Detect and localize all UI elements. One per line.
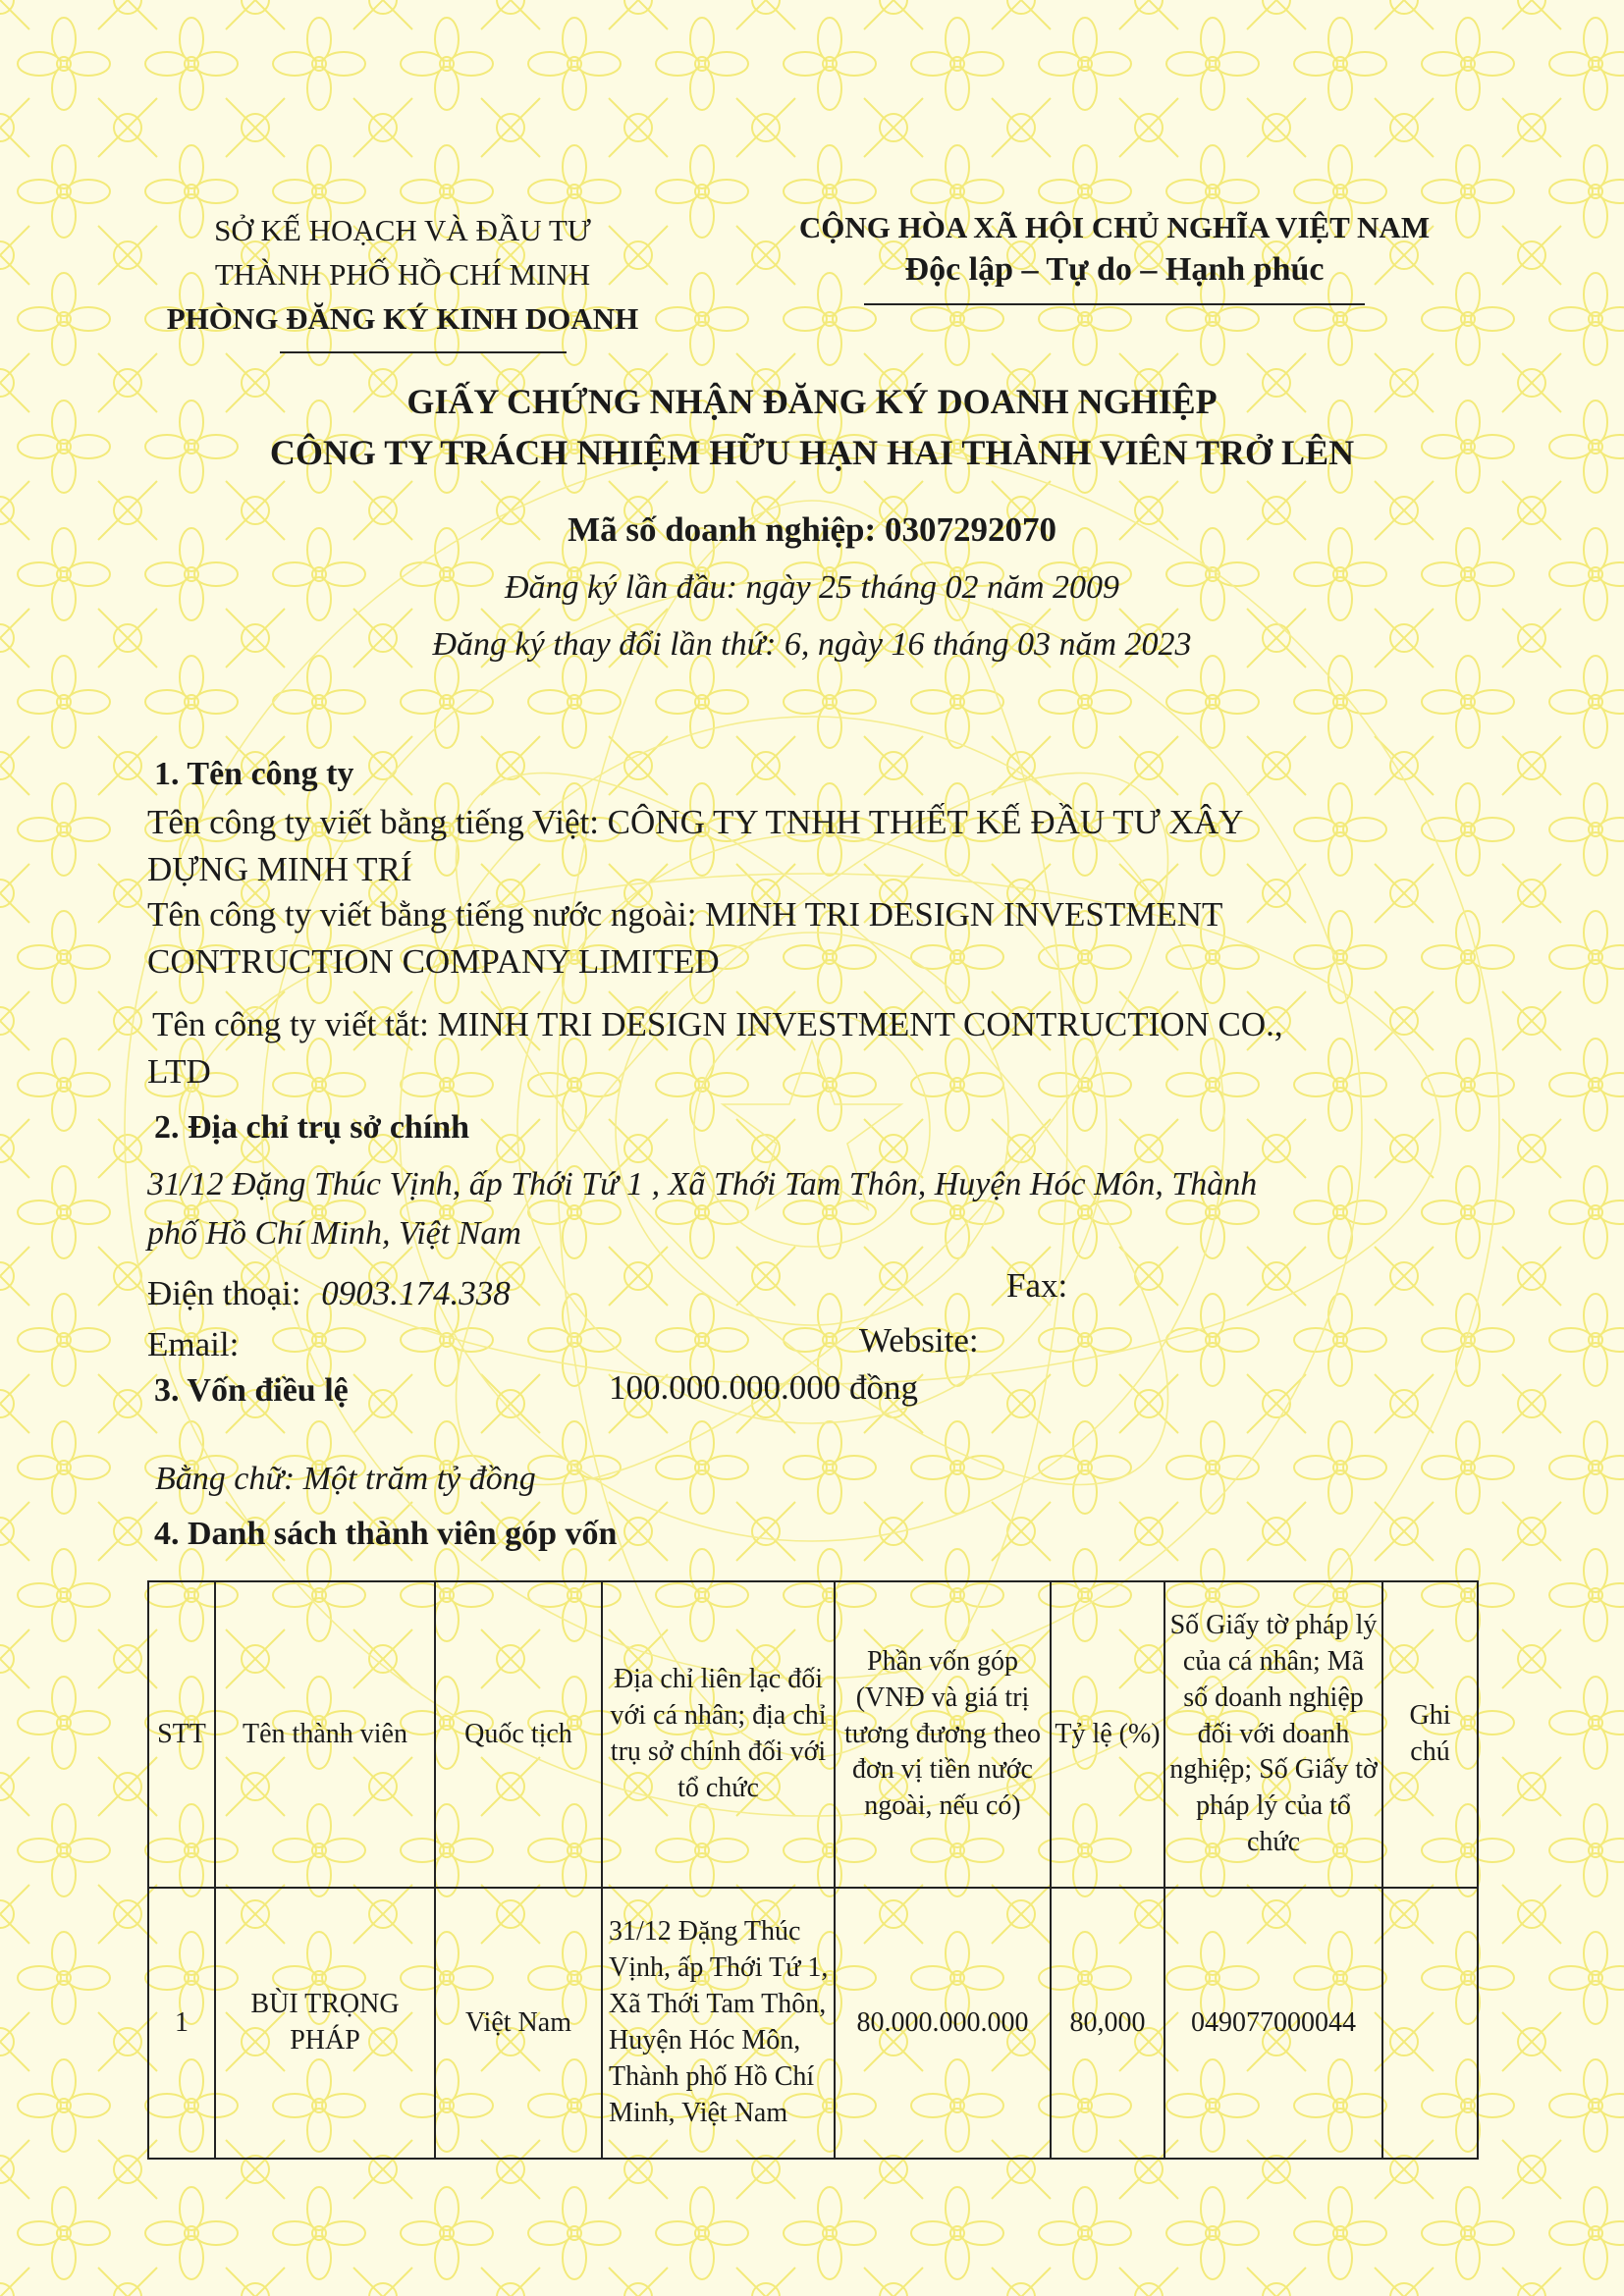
phone-value: 0903.174.338 [321, 1274, 511, 1312]
vietnamese-name-line-1: Tên công ty viết bằng tiếng Việt: CÔNG TY TNHH THIẾT KẾ ĐẦU TƯ XÂY [147, 803, 1244, 841]
col-capital: Phần vốn góp (VNĐ và giá trị tương đương theo đơn vị tiền nước ngoài, nếu có) [835, 1581, 1051, 1888]
short-name-line-1: Tên công ty viết tắt: MINH TRI DESIGN INVESTMENT CONTRUCTION CO., [152, 1005, 1283, 1043]
agency-line-2: THÀNH PHỐ HỒ CHÍ MINH [214, 257, 591, 292]
address-line-1: 31/12 Đặng Thúc Vịnh, ấp Thới Tứ 1 , Xã Thới Tam Thôn, Huyện Hóc Môn, Thành [147, 1166, 1258, 1202]
row-capital: 80.000.000.000 [835, 1888, 1051, 2159]
section-3-heading: 3. Vốn điều lệ [154, 1372, 349, 1409]
col-member-name: Tên thành viên [215, 1581, 435, 1888]
address-line-2: phố Hồ Chí Minh, Việt Nam [147, 1215, 521, 1252]
section-4-heading: 4. Danh sách thành viên góp vốn [154, 1516, 618, 1552]
row-member-name: BÙI TRỌNG PHÁP [215, 1888, 435, 2159]
vietnamese-name-line-2: DỰNG MINH TRÍ [147, 850, 412, 888]
nation-title: CỘNG HÒA XÃ HỘI CHỦ NGHĨA VIỆT NAM [798, 210, 1431, 244]
motto-underline [864, 303, 1365, 305]
certificate-title: GIẤY CHỨNG NHẬN ĐĂNG KÝ DOANH NGHIỆP [406, 382, 1218, 421]
member-table [147, 1580, 1479, 2160]
col-address: Địa chỉ liên lạc đối với cá nhân; địa chỉ trụ sở chính đối với tổ chức [602, 1581, 835, 1888]
col-note: Ghi chú [1382, 1581, 1478, 1888]
fax-label: Fax: [1006, 1266, 1068, 1305]
first-registration-date: Đăng ký lần đầu: ngày 25 tháng 02 năm 2009 [504, 569, 1120, 606]
table-row [148, 1888, 1478, 2159]
col-ratio: Tỷ lệ (%) [1051, 1581, 1164, 1888]
foreign-name-line-1: Tên công ty viết bằng tiếng nước ngoài: MINH TRI DESIGN INVESTMENT [147, 895, 1223, 934]
short-name-line-2: LTD [147, 1052, 211, 1091]
row-ratio: 80,000 [1051, 1888, 1164, 2159]
col-legal-id: Số Giấy tờ pháp lý của cá nhân; Mã số doanh nghiệp đối với doanh nghiệp; Số Giấy tờ pháp lý của tổ chức [1164, 1581, 1382, 1888]
nation-motto: Độc lập – Tự do – Hạnh phúc [904, 251, 1325, 288]
charter-capital-amount: 100.000.000.000 đồng [609, 1368, 918, 1407]
agency-line-1: SỞ KẾ HOẠCH VÀ ĐẦU TƯ [214, 213, 591, 247]
col-nationality: Quốc tịch [435, 1581, 602, 1888]
row-address: 31/12 Đặng Thúc Vịnh, ấp Thới Tứ 1, Xã Thới Tam Thôn, Huyện Hóc Môn, Thành phố Hồ Chí Minh, Việt Nam [602, 1888, 835, 2159]
foreign-name-line-2: CONTRUCTION COMPANY LIMITED [147, 942, 720, 981]
phone-field [147, 1274, 511, 1313]
row-nationality: Việt Nam [435, 1888, 602, 2159]
enterprise-code [0, 510, 1624, 550]
enterprise-code-value: 0307292070 [884, 510, 1056, 549]
company-type-title: CÔNG TY TRÁCH NHIỆM HỮU HẠN HAI THÀNH VIÊN TRỞ LÊN [269, 433, 1355, 472]
email-label: Email: [147, 1325, 240, 1363]
charter-capital-in-words: Bằng chữ: Một trăm tỷ đồng [155, 1461, 536, 1497]
phone-label: Điện thoại: [147, 1274, 301, 1312]
section-1-heading: 1. Tên công ty [154, 756, 354, 792]
col-stt: STT [148, 1581, 215, 1888]
row-note [1382, 1888, 1478, 2159]
row-legal-id: 049077000044 [1164, 1888, 1382, 2159]
website-label: Website: [859, 1321, 979, 1360]
change-registration-date: Đăng ký thay đổi lần thứ: 6, ngày 16 tháng 03 năm 2023 [432, 626, 1192, 663]
row-stt: 1 [148, 1888, 215, 2159]
member-table-header [148, 1581, 1478, 1888]
section-2-heading: 2. Địa chỉ trụ sở chính [154, 1109, 470, 1146]
agency-underline [280, 351, 567, 353]
agency-line-3: PHÒNG ĐĂNG KÝ KINH DOANH [166, 301, 639, 336]
enterprise-code-label: Mã số doanh nghiệp: [568, 510, 877, 549]
